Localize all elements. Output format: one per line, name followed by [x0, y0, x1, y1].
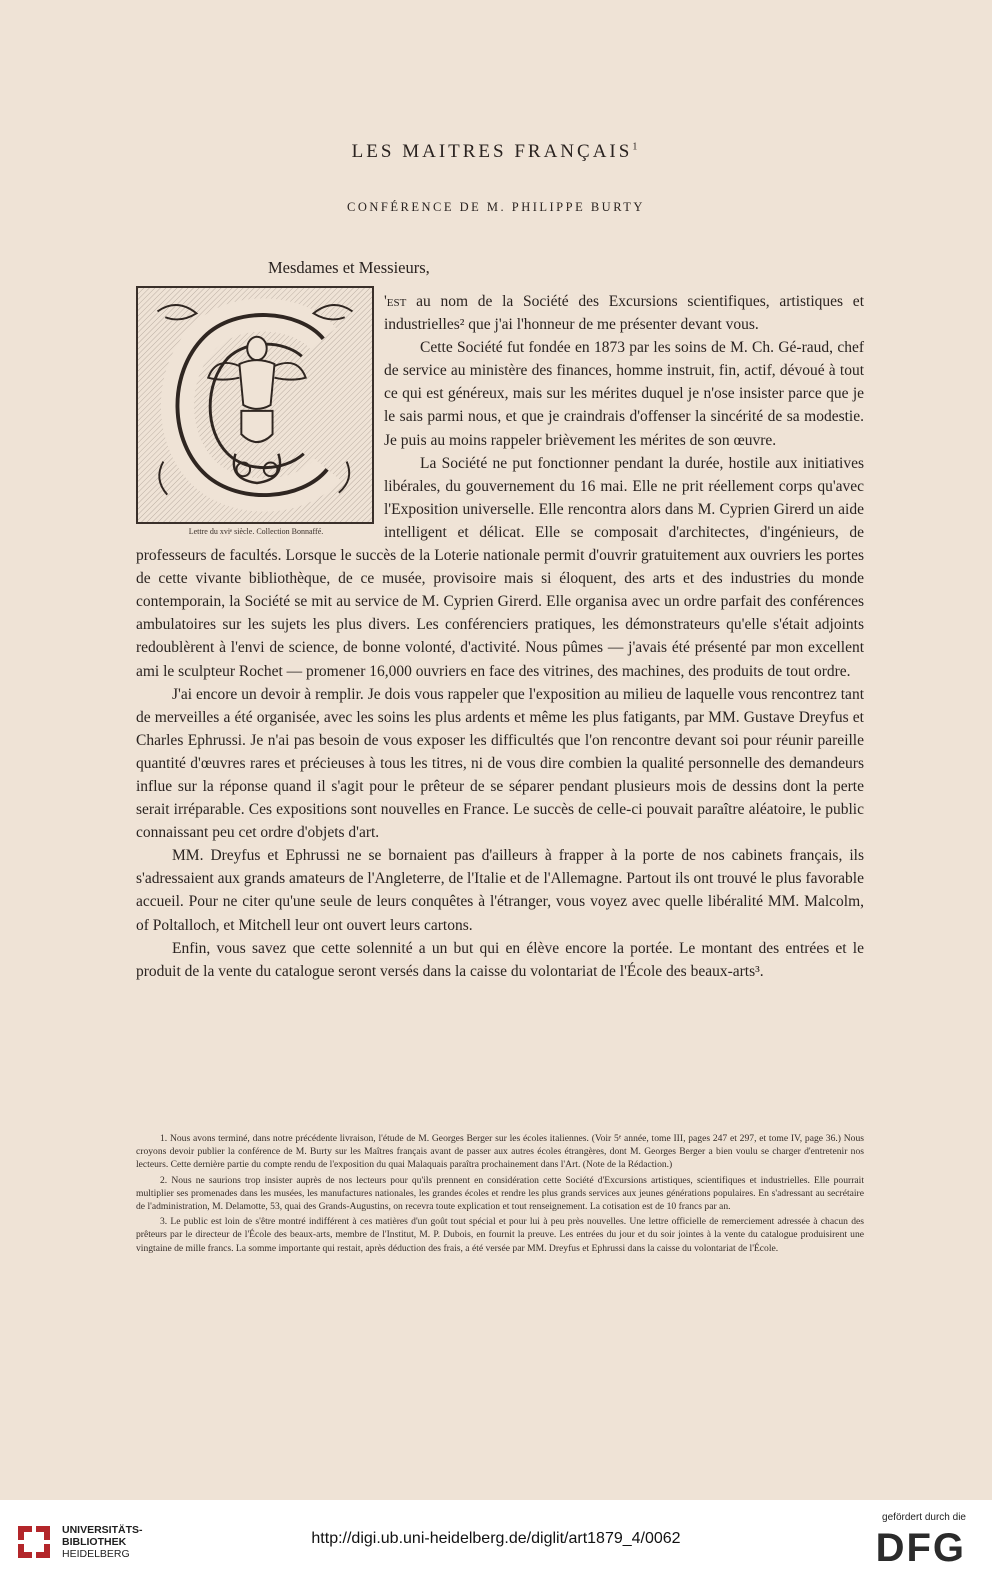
- paragraph-5: MM. Dreyfus et Ephrussi ne se bornaient pas d'ailleurs à frapper à la porte de nos cabinets français, ils s'adressaient aux grands amateurs de l'Angleterre, de l'Italie et de l'Allemagne. Partout ils ont trouvé le plus favorable accueil. Pour ne citer qu'une seule de leurs conquêtes à l'étranger, vous voyez avec quelle libéralité MM. Malcolm, of Poltalloch, et Mitchell leur ont ouvert leurs cartons.: [136, 847, 864, 934]
- opening-word: 'est: [384, 293, 407, 310]
- salutation: Mesdames et Messieurs,: [268, 258, 430, 277]
- article-body: [136, 290, 864, 983]
- footnote-1: 1. Nous avons terminé, dans notre précédente livraison, l'étude de M. Georges Berger sur les écoles italiennes. (Voir 5ᵉ année, tome III, pages 247 et 297, et tome IV, page 36.) Nous croyons devoir publier la conférence de M. Burty sur les Maîtres français avant de passer aux autres écoles étrangères, dont M. Georges Berger a bien voulu se charger d'entretenir nos lecteurs. Cette dernière partie du compte rendu de l'exposition du quai Malaquais paraîtra prochainement dans l'Art. (Note de la Rédaction.): [136, 1133, 864, 1171]
- paragraph-4: J'ai encore un devoir à remplir. Je dois vous rappeler que l'exposition au milieu de laquelle vous rencontrez tant de merveilles a été organisée, avec les soins les plus ardents et même les plus fatigants, par MM. Gustave Dreyfus et Charles Ephrussi. Je n'ai pas besoin de vous exposer les difficultés que l'on rencontre devant soi pour réunir pareille quantité d'œuvres rares et précieuses à tous les titres, ni de vous dire combien la qualité personnelle des demandeurs influe sur la réponse quand il s'agit pour le prêteur de se séparer pendant plusieurs mois de dessins dont la perte serait irréparable. Ces expositions sont nouvelles en France. Le succès de celle-ci pouvait paraître aléatoire, le public connaissant peu cet ordre d'objets d'art.: [136, 685, 864, 842]
- article-subtitle: CONFÉRENCE DE M. PHILIPPE BURTY: [347, 200, 645, 214]
- library-name-line2: BIBLIOTHEK: [62, 1536, 127, 1548]
- article-title: [0, 141, 992, 163]
- paragraph-6: Enfin, vous savez que cette solennité a un but qui en élève encore la portée. Le montant des entrées et le produit de la vente du catalogue seront versés dans la caisse du volontariat de l'École des beaux-arts³.: [136, 939, 864, 980]
- library-name-line1: UNIVERSITÄTS-: [62, 1524, 143, 1536]
- paragraph-2: Cette Société fut fondée en 1873 par les soins de M. Ch. Gé-raud, chef de service au ministère des finances, homme instruit, fin, actif, dévoué à tout ce qui est généreux, mais sur les mérites duquel je n'ose insister parce que je le sais parmi nous, et que je craindrais d'offenser la sincérité de sa modestie. Je puis au moins rappeler brièvement les mérites de son œuvre.: [384, 339, 864, 449]
- library-name-line3: HEIDELBERG: [62, 1548, 130, 1560]
- dropcap-space: [136, 290, 384, 543]
- dfg-logo: DFG: [875, 1526, 966, 1570]
- footnotes: [136, 1132, 864, 1257]
- footnote-3: 3. Le public est loin de s'être montré indifférent à ces matières d'un goût tout spécial et pour lui à peu près nouvelles. Une lettre officielle de remerciement adressée à chacun des prêteurs par le directeur de l'École des beaux-arts, membre de l'Institut, M. P. Dubois, en fournit la preuve. Les entrées du jour et du soir jointes à la vente du catalogue produisirent une vingtaine de mille francs. La somme importante qui restait, après déduction des frais, a été versée par MM. Dreyfus et Ephrussi dans la caisse du volontariat de l'École.: [136, 1216, 864, 1254]
- footnote-2: 2. Nous ne saurions trop insister auprès de nos lecteurs pour qu'ils prennent en considération cette Société d'Excursions artistiques, scientifiques et industrielles. Elle pourrait multiplier ses promenades dans les musées, les manufactures nationales, les grandes écoles et rendre les plus grands services aux jeunes générations populaires. En s'adressant au secrétaire de l'administration, M. Delamotte, 53, quai des Grands-Augustins, on recevra toute explication et tout renseignement. La cotisation est de 10 francs par an.: [136, 1174, 864, 1213]
- paragraph-3: La Société ne put fonctionner pendant la durée, hostile aux initiatives libérales, du gouvernement du 16 mai. Elle ne prit réellement corps qu'avec l'Exposition universelle. Elle rencontra alors dans M. Cyprien Girerd un aide intelligent et délicat. Elle se composait d'architectes, d'ingénieurs, de professeurs de facultés. Lorsque le succès de la Loterie nationale permit d'ouvrir gratuitement aux ouvriers les portes de cette vivante bibliothèque, de ce musée, provisoire mais si éloquent, des arts et des industries du monde contemporain, la Société se mit au service de M. Cyprien Girerd. Elle organisa avec un ordre parfait des conférences ambulatoires sur les sujets les plus divers. Les conférenciers pratiques, les démonstrateurs qu'elle s'était adjoints redoublèrent à l'envi de science, de bonne volonté, d'activité. Nous pûmes — j'avais été présenté par mon excellent ami le sculpteur Rochet — promener 16,000 ouvriers en face des vitrines, des machines, des produits de tout ordre.: [136, 454, 864, 680]
- article-title-text: LES MAITRES FRANÇAIS: [351, 141, 633, 162]
- dropcap-caption: Lettre du xviᵉ siècle. Collection Bonnaffé.: [188, 527, 324, 536]
- paragraph-1-text: au nom de la Société des Excursions scientifiques, artistiques et industrielles² que j'ai l'honneur de me présenter devant vous.: [384, 293, 864, 334]
- permalink-url[interactable]: http://digi.ub.uni-heidelberg.de/diglit/art1879_4/0062: [311, 1530, 681, 1547]
- title-footnote-mark: 1: [632, 141, 641, 153]
- digitization-footer: [0, 1500, 992, 1585]
- funding-label: gefördert durch die: [882, 1512, 966, 1523]
